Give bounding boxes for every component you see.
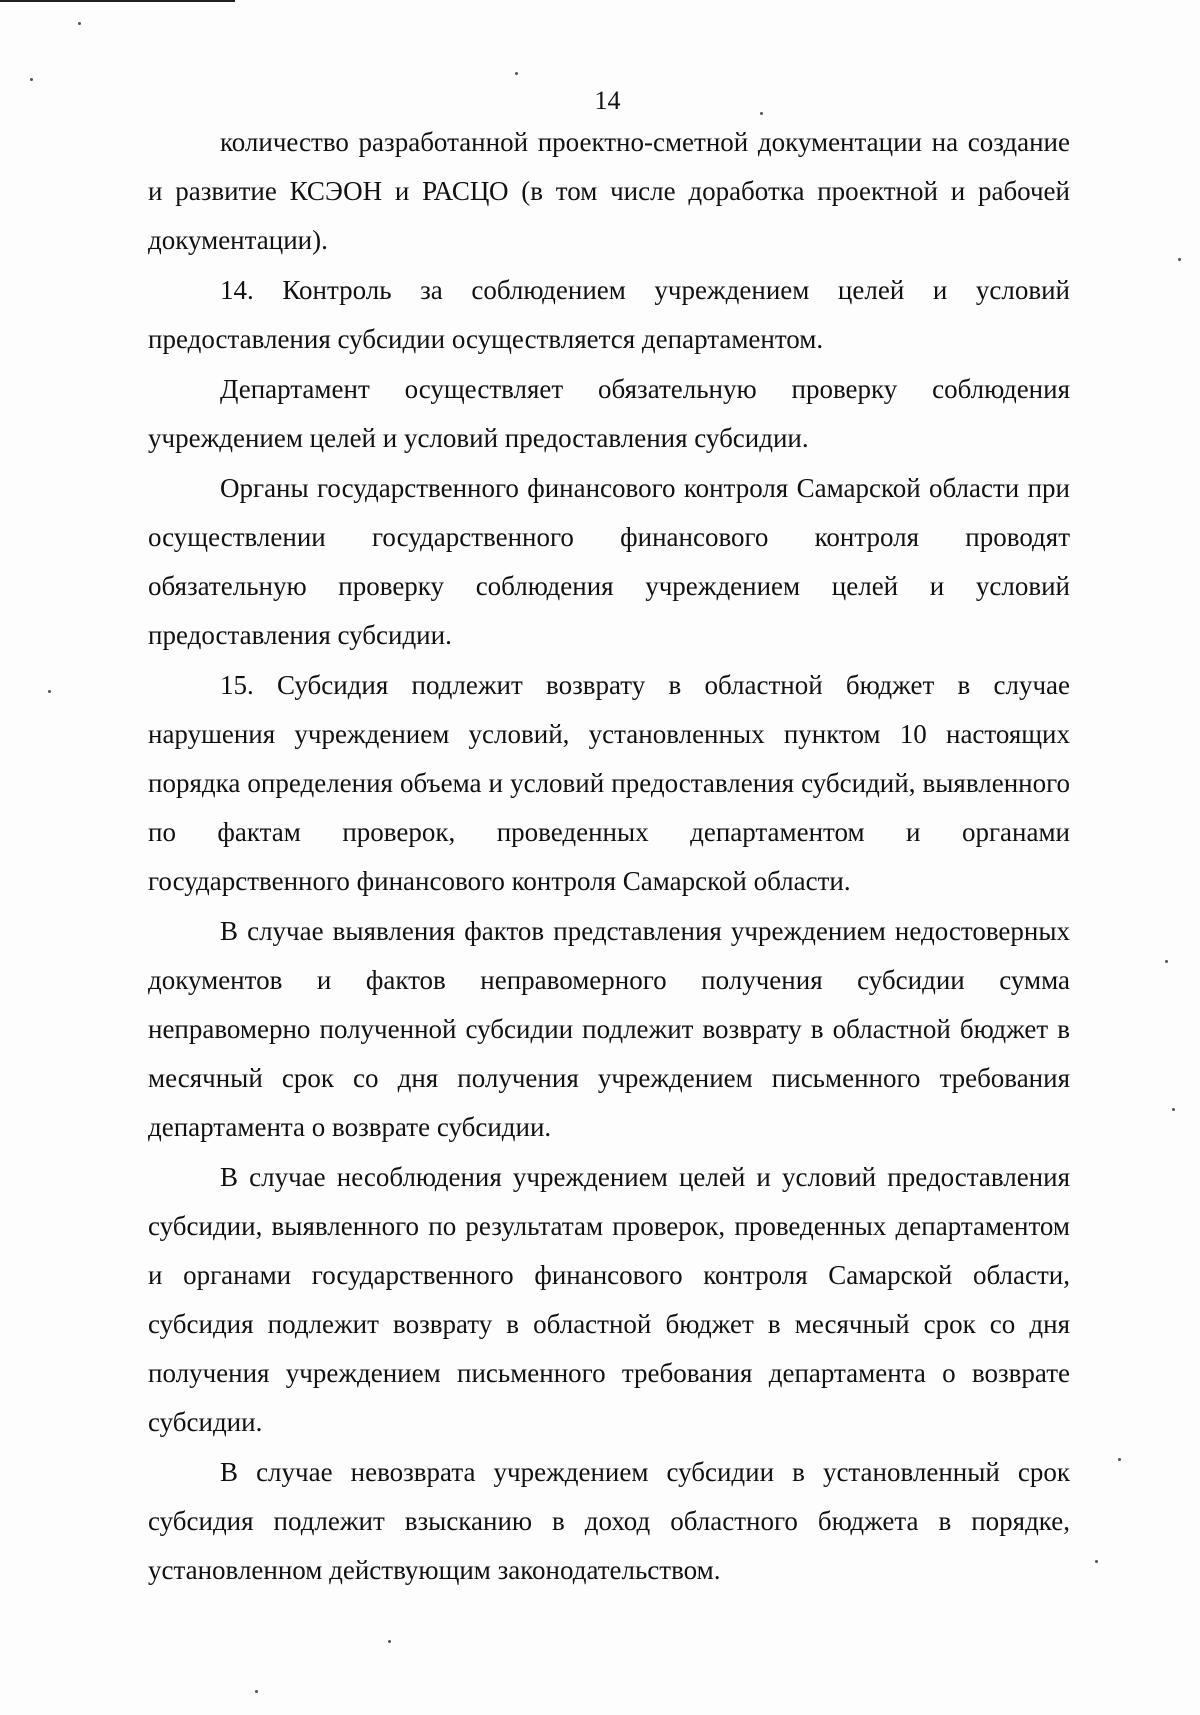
scan-speck (1172, 1108, 1175, 1111)
scan-speck (515, 72, 518, 75)
top-rule (0, 0, 235, 2)
scan-speck (1178, 258, 1181, 261)
paragraph-7: В случае несоблюдения учреждением целей и условий предоставления субсидии, выявленного по результатам проверок, проведенных департаментом и органами государственного финансового контроля Самарской области, субсидия подлежит возврату в областной бюджет в месячный срок со дня получения учреждением письменного требования департамента о возврате субсидии. (148, 1162, 1070, 1437)
page-number: 14 (594, 86, 621, 115)
document-body (148, 118, 1070, 1596)
scan-speck (1165, 960, 1168, 963)
scan-speck (78, 22, 81, 25)
scan-speck (48, 690, 51, 693)
paragraph-2: 14. Контроль за соблюдением учреждением целей и условий предоставления субсидии осуществляется департаментом. (148, 275, 1070, 354)
scan-speck (30, 78, 33, 81)
scan-speck (1118, 1458, 1121, 1461)
paragraph-1: количество разработанной проектно-сметной документации на создание и развитие КСЭОН и РАСЦО (в том числе доработка проектной и рабочей документации). (148, 127, 1070, 255)
paragraph-3: Департамент осуществляет обязательную проверку соблюдения учреждением целей и условий предоставления субсидии. (148, 374, 1070, 453)
scan-speck (760, 112, 763, 115)
paragraph-4: Органы государственного финансового контроля Самарской области при осуществлении государственного финансового контроля проводят обязательную проверку соблюдения учреждением целей и условий предоставления субсидии. (148, 473, 1070, 650)
paragraph-6: В случае выявления фактов представления учреждением недостоверных документов и фактов неправомерного получения субсидии сумма неправомерно полученной субсидии подлежит возврату в областной бюджет в месячный срок со дня получения учреждением письменного требования департамента о возврате субсидии. (148, 916, 1070, 1142)
scan-speck (388, 1640, 391, 1643)
scan-speck (1095, 1560, 1098, 1563)
paragraph-5: 15. Субсидия подлежит возврату в областной бюджет в случае нарушения учреждением условий, установленных пунктом 10 настоящих порядка определения объема и условий предоставления субсидий, выявленного по фактам проверок, проведенных департаментом и органами государственного финансового контроля Самарской области. (148, 670, 1070, 896)
paragraph-8: В случае невозврата учреждением субсидии в установленный срок субсидия подлежит взысканию в доход областного бюджета в порядке, установленном действующим законодательством. (148, 1457, 1070, 1585)
scan-speck (255, 1690, 258, 1693)
